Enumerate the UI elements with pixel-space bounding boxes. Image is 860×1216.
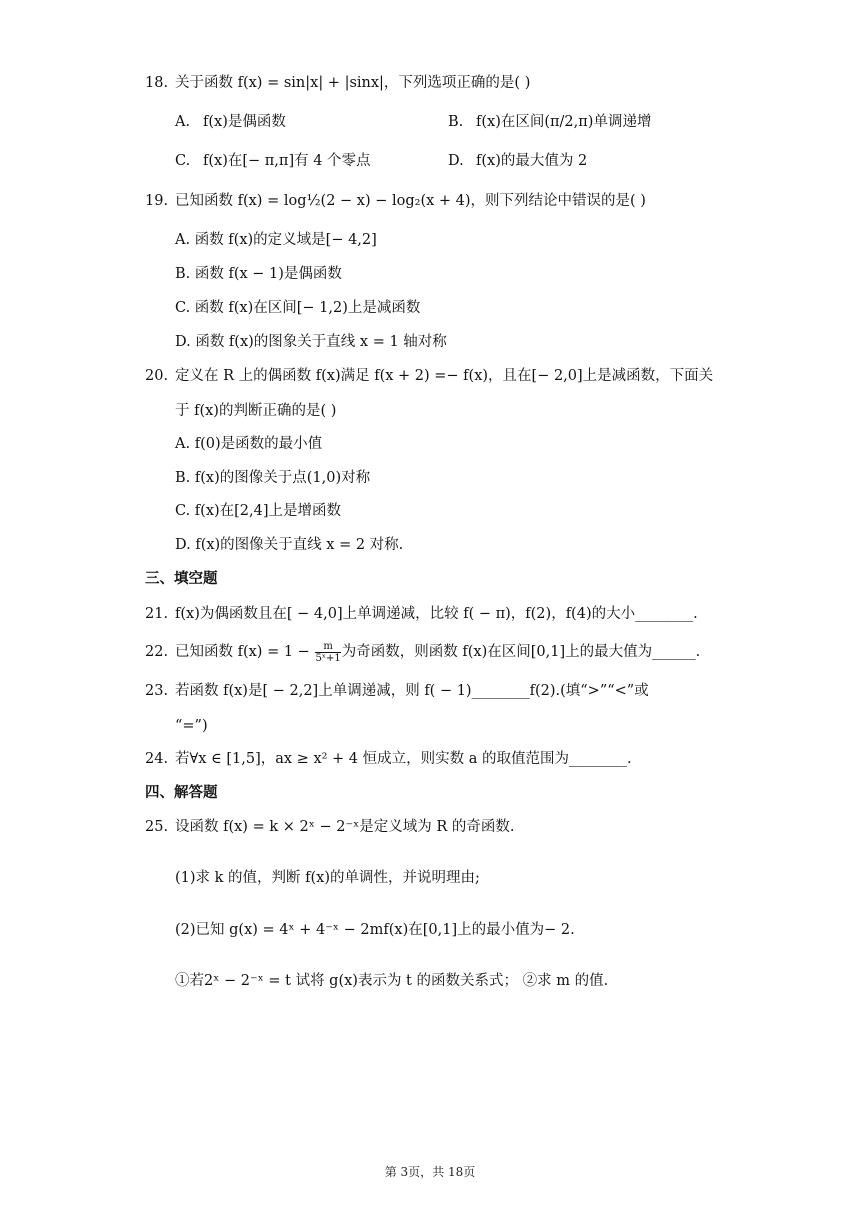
q23-text-continued: “=”)	[175, 718, 208, 734]
q24-text: 若∀x ∈ [1,5]，ax ≥ x² + 4 恒成立，则实数 a 的取值范围为________.	[175, 751, 632, 767]
q22-frac-den: 5ˣ+1	[315, 652, 341, 664]
q25-part2: (2)已知 g(x) = 4ˣ + 4⁻ˣ − 2mf(x)在[0,1]上的最小值为− 2.	[175, 922, 575, 938]
q19-option-a-text: 函数 f(x)的定义域是[− 4,2]	[194, 232, 377, 248]
q20-option-c	[175, 501, 341, 521]
q25-stem: 设函数 f(x) = k × 2ˣ − 2⁻ˣ是定义域为 R 的奇函数.	[175, 819, 515, 835]
q21-text: f(x)为偶函数且在[ − 4,0]上单调递减，比较 f( − π)，f(2)，f(4)的大小________.	[175, 606, 698, 622]
q20-option-b-label: B.	[175, 470, 191, 486]
q21-number: 21.	[145, 606, 169, 622]
q19-option-d-text: 函数 f(x)的图象关于直线 x = 1 轴对称	[195, 334, 447, 350]
q19-option-d-label: D.	[175, 334, 191, 350]
q20-option-d-text: f(x)的图像关于直线 x = 2 对称.	[195, 537, 404, 553]
page-footer: 第 3页，共 18页	[384, 1165, 476, 1179]
q20-option-b-text: f(x)的图像关于点(1,0)对称	[194, 470, 371, 486]
q19-option-c-label: C.	[175, 300, 191, 316]
q18-option-b-label: B.	[448, 114, 464, 130]
q22-number: 22.	[145, 644, 169, 660]
q20-option-a	[175, 434, 322, 454]
q23-text: 若函数 f(x)是[ − 2,2]上单调递减，则 f( − 1)________f(2).(填“>”“<”或	[175, 683, 649, 699]
q20-option-b	[175, 468, 370, 488]
section-heading-fill-blank: 三、填空题	[145, 570, 218, 587]
q18-number: 18.	[145, 75, 169, 91]
q24-number: 24.	[145, 751, 169, 767]
q18-option-c: f(x)在[− π,π]有 4 个零点	[203, 153, 371, 169]
q20-option-d	[175, 535, 403, 555]
q22-text	[175, 637, 700, 667]
q19-option-b-text: 函数 f(x − 1)是偶函数	[194, 266, 342, 282]
q20-option-a-label: A.	[175, 436, 191, 452]
q19-stem: 已知函数 f(x) = log½(2 − x) − log₂(x + 4)，则下列结论中错误的是( )	[175, 193, 646, 209]
q18-option-d: f(x)的最大值为 2	[476, 153, 588, 169]
q18-option-b: f(x)在区间(π/2,π)单调递增	[476, 114, 652, 130]
q22-text-b: 为奇函数，则函数 f(x)在区间[0,1]上的最大值为______.	[341, 644, 701, 660]
q18-option-c-label: C.	[175, 153, 191, 169]
q19-option-c	[175, 298, 420, 318]
q20-option-c-label: C.	[175, 503, 191, 519]
q20-option-c-text: f(x)在[2,4]上是增函数	[194, 503, 342, 519]
q22-fraction	[315, 641, 340, 664]
q23-number: 23.	[145, 683, 169, 699]
q18-stem: 关于函数 f(x) = sin|x| + |sinx|，下列选项正确的是( )	[175, 75, 531, 91]
q20-option-d-label: D.	[175, 537, 191, 553]
q19-number: 19.	[145, 193, 169, 209]
q18-option-d-label: D.	[448, 153, 464, 169]
q19-option-b	[175, 264, 342, 284]
q20-stem-line1: 定义在 R 上的偶函数 f(x)满足 f(x + 2) =− f(x)，且在[− 2,0]上是减函数，下面关	[175, 368, 714, 384]
q19-option-a	[175, 230, 377, 250]
q22-frac-num: m	[323, 640, 333, 652]
q25-part1: (1)求 k 的值，判断 f(x)的单调性，并说明理由;	[175, 870, 480, 886]
q18-option-a: f(x)是偶函数	[203, 114, 286, 130]
q19-option-a-label: A.	[175, 232, 191, 248]
q22-text-a: 已知函数 f(x) = 1 −	[175, 644, 310, 660]
q19-option-b-label: B.	[175, 266, 191, 282]
q19-option-d	[175, 332, 447, 352]
q25-part3: ①若2ˣ − 2⁻ˣ = t 试将 g(x)表示为 t 的函数关系式； ②求 m 的值.	[175, 973, 609, 989]
q20-stem-line2: 于 f(x)的判断正确的是( )	[175, 403, 337, 419]
q20-number: 20.	[145, 368, 169, 384]
section-heading-solve: 四、解答题	[145, 784, 218, 801]
q20-option-a-text: f(0)是函数的最小值	[194, 436, 323, 452]
q18-option-a-label: A.	[175, 114, 191, 130]
q19-option-c-text: 函数 f(x)在区间[− 1,2)上是减函数	[194, 300, 421, 316]
q25-number: 25.	[145, 819, 169, 835]
